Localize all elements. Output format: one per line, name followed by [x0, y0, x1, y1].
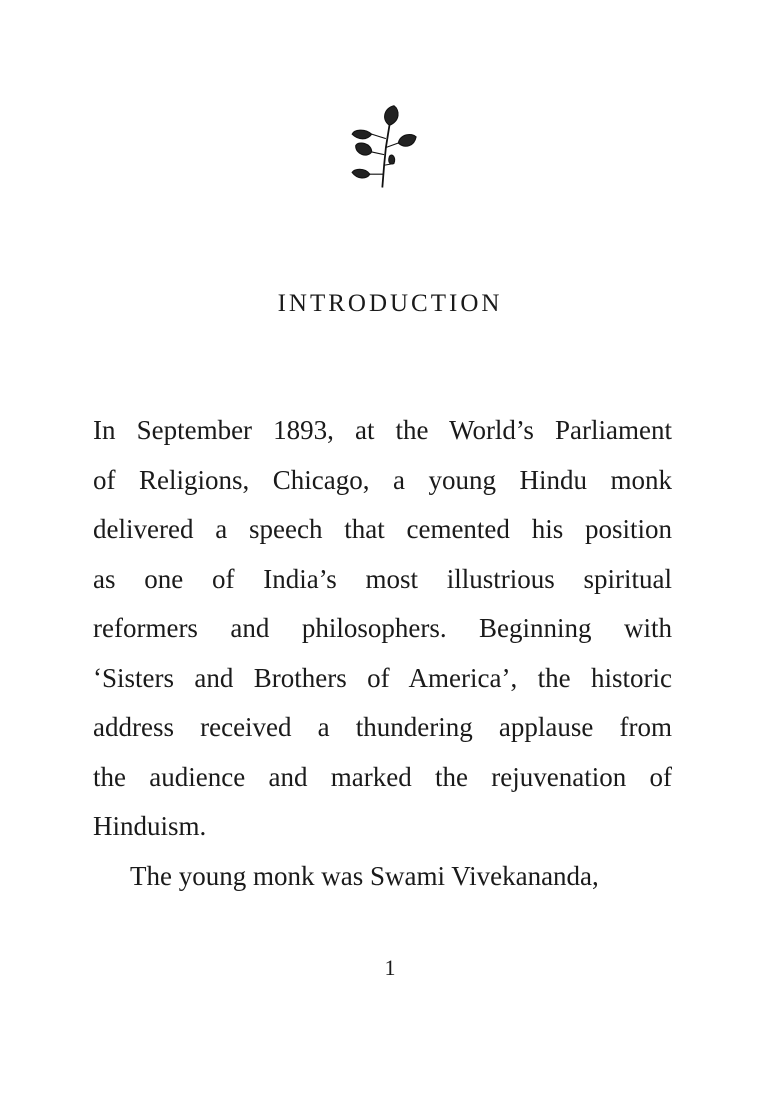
- page-number: 1: [384, 955, 396, 980]
- text-line: the audience and marked the rejuvenation of: [93, 761, 672, 792]
- text-line: of Religions, Chicago, a young Hindu monk: [93, 464, 672, 495]
- text-line: In September 1893, at the World’s Parliament: [93, 415, 672, 445]
- leaf-sprig-icon: [345, 100, 425, 195]
- text-line: reformers and philosophers. Beginning with: [93, 613, 672, 643]
- text-line: Hinduism.: [93, 811, 207, 841]
- chapter-body: [93, 410, 672, 905]
- text-line: address received a thundering applause from: [93, 712, 672, 742]
- text-line: as one of India’s most illustrious spiritual: [93, 563, 672, 594]
- text-line: ‘Sisters and Brothers of America’, the historic: [93, 662, 672, 693]
- text-line: The young monk was Swami Vivekananda,: [130, 860, 599, 891]
- chapter-heading: INTRODUCTION: [277, 290, 503, 317]
- text-line: delivered a speech that cemented his position: [93, 514, 672, 544]
